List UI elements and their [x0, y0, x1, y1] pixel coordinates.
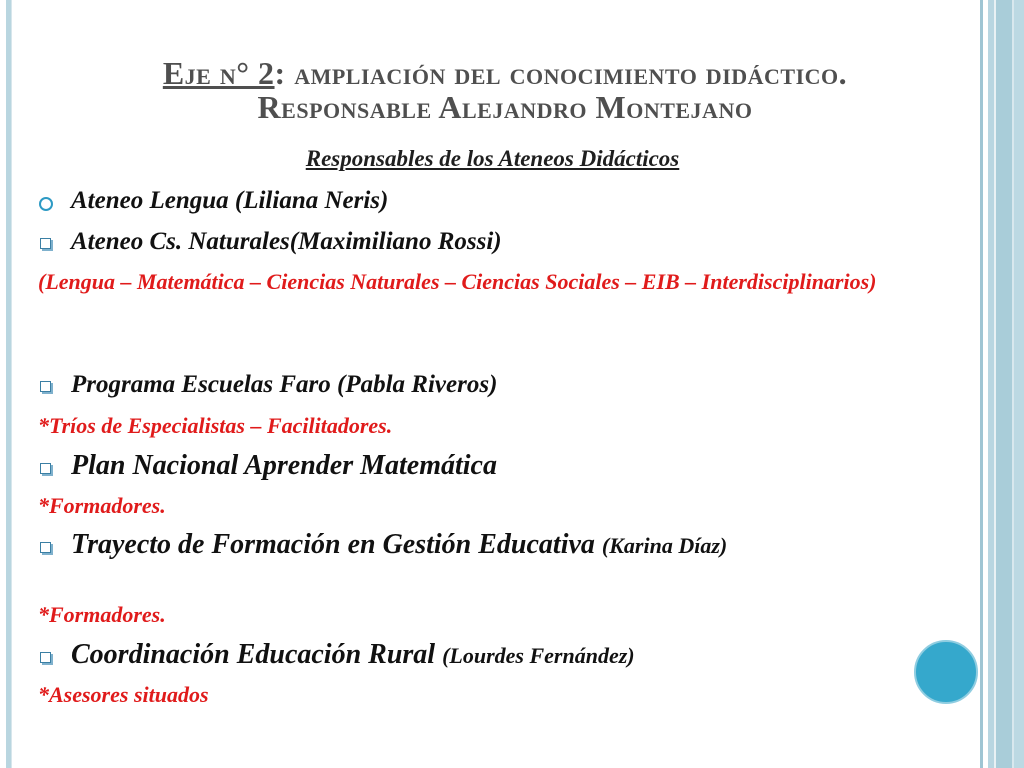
note-text: *Formadores. [38, 602, 166, 627]
item-extra: (Karina Díaz) [601, 533, 728, 558]
item-text: Ateneo Cs. Naturales(Maximiliano Rossi) [71, 228, 502, 255]
title-line-2: Responsable Alejandro Montejano [257, 89, 753, 125]
slide-title [40, 56, 970, 124]
note-text: *Tríos de Especialistas – Facilitadores. [38, 413, 393, 438]
square-bullet-icon [40, 463, 51, 474]
item-extra: (Lourdes Fernández) [442, 643, 635, 668]
list-item [38, 187, 948, 215]
right-frame-stripes [978, 0, 1024, 768]
slide-subtitle: Responsables de los Ateneos Didácticos [305, 146, 680, 171]
title-eje: Eje n° 2 [162, 55, 275, 91]
square-bullet-icon [40, 542, 51, 553]
note-text: *Asesores situados [38, 682, 209, 707]
title-line-1 [40, 56, 970, 90]
item-text: Plan Nacional Aprender Matemática [71, 450, 497, 481]
title-rest: : ampliación del conocimiento didáctico. [274, 55, 848, 91]
square-bullet-icon [40, 381, 51, 392]
item-text: Coordinación Educación Rural [71, 639, 436, 670]
item-text: Programa Escuelas Faro (Pabla Riveros) [71, 371, 498, 398]
decorative-circle [914, 640, 978, 704]
square-bullet-icon [40, 238, 51, 249]
circle-bullet-icon [39, 197, 53, 211]
list-item [38, 450, 948, 482]
item-text-wrap [38, 530, 938, 561]
item-text-wrap [38, 639, 918, 671]
square-bullet-icon [40, 652, 51, 663]
item-text: Trayecto de Formación en Gestión Educativa [71, 529, 595, 560]
item-text: Ateneo Lengua (Liliana Neris) [71, 187, 389, 214]
list-item [38, 530, 938, 561]
list-item [38, 228, 948, 256]
list-item [38, 371, 948, 399]
left-frame-stripe [6, 0, 12, 768]
list-item [38, 639, 918, 671]
note-text: *Formadores. [38, 493, 166, 518]
note-text: (Lengua – Matemática – Ciencias Naturales – Ciencias Sociales – EIB – Interdisciplinarios) [38, 269, 877, 294]
